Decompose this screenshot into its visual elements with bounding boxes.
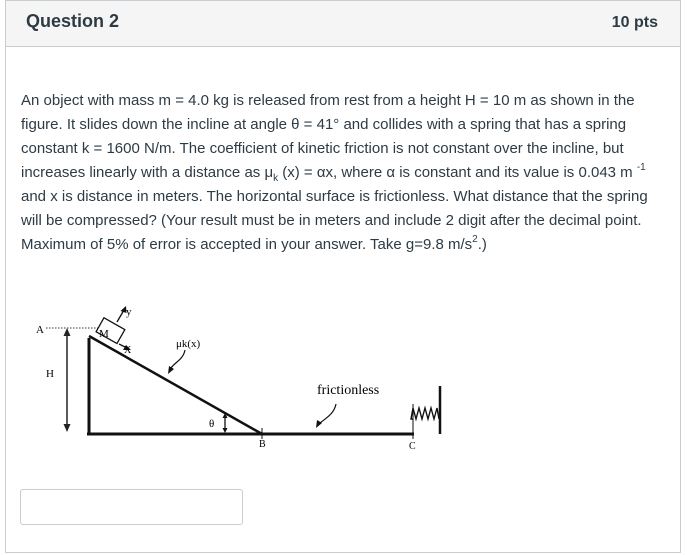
label-c: C <box>409 441 416 452</box>
label-theta: θ <box>209 418 215 430</box>
label-y: y <box>126 306 132 318</box>
incline-surface <box>89 336 262 434</box>
label-frictionless: frictionless <box>317 383 380 398</box>
question-title: Question 2 <box>26 11 120 31</box>
mu-subscript: k <box>273 173 279 184</box>
label-m: M <box>99 328 109 340</box>
question-text <box>21 89 653 257</box>
question-text-part4: .) <box>477 236 487 253</box>
label-mu: μk(x) <box>176 338 201 350</box>
answer-input[interactable] <box>20 489 243 525</box>
frictionless-pointer-head <box>316 420 322 428</box>
incline-spring-figure <box>28 300 448 460</box>
label-h: H <box>46 368 54 380</box>
frictionless-pointer <box>320 404 336 423</box>
question-card <box>5 0 681 553</box>
height-arrow-top <box>64 328 71 336</box>
question-text-part2: (x) = αx, where α is constant and its value is 0.043 m <box>278 164 637 181</box>
spring <box>411 408 439 419</box>
question-text-part1: An object with mass m = 4.0 kg is released from rest from a height H = 10 m as shown in the figure. It slides down the incline at angle θ = 41° and collides with a spring that has a spring constant k = 1600 N/m. The coefficient of kinetic friction is not constant over the incline, but increases linearly with a distance as μ <box>21 92 635 181</box>
label-a: A <box>36 324 44 336</box>
label-x: X <box>124 345 132 356</box>
unit-exponent: -1 <box>636 162 646 173</box>
question-points: 10 pts <box>611 14 658 31</box>
physics-diagram <box>28 300 448 460</box>
mu-pointer <box>171 350 185 368</box>
g-exponent: 2 <box>472 234 478 245</box>
height-arrow-bottom <box>64 424 71 432</box>
mu-pointer-head <box>168 366 174 374</box>
question-text-part3: and x is distance in meters. The horizontal surface is frictionless. What distance that the spring will be compressed? (Your result must be in meters and include 2 digit after the decimal point. Maximum of 5% of error is accepted in your answer. Take g=9.8 m/s <box>21 188 648 253</box>
theta-arrow-down <box>223 428 228 433</box>
question-header <box>6 0 680 47</box>
label-b: B <box>259 439 266 450</box>
